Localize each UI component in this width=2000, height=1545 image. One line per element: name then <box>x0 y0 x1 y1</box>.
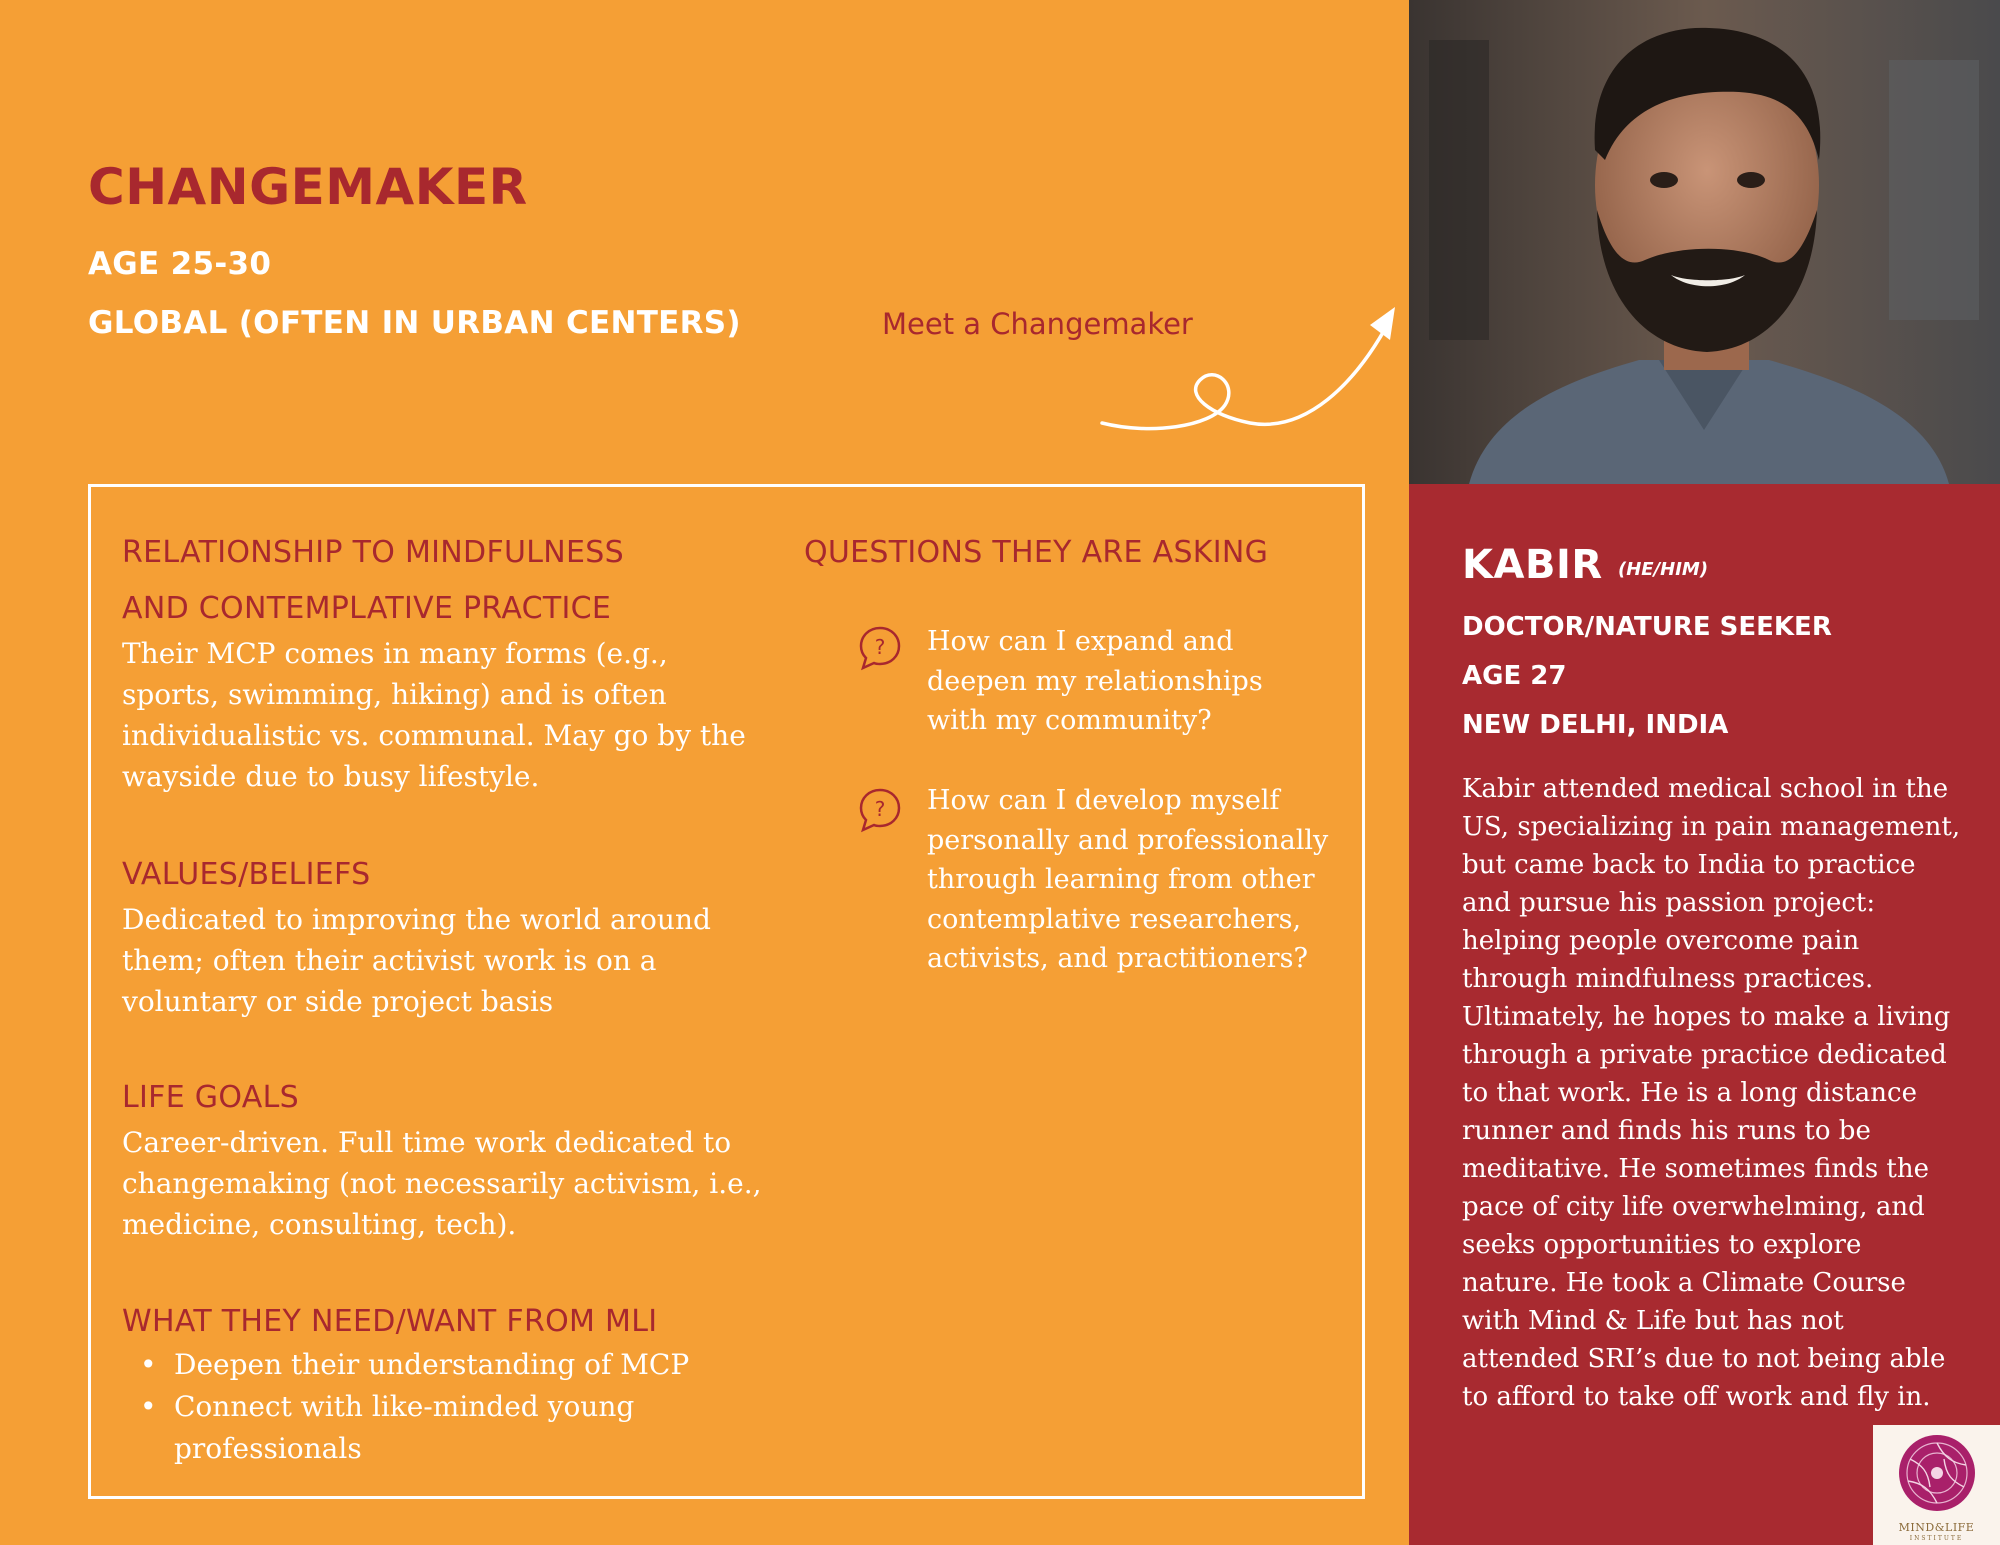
question-1: How can I expand and deepen my relationships with my community? <box>927 626 1263 736</box>
relationship-heading-1: RELATIONSHIP TO MINDFULNESS <box>122 535 624 570</box>
profile-age: AGE 27 <box>1462 661 1567 691</box>
logo-sub: INSTITUTE <box>1909 1535 1964 1542</box>
logo-name: MIND&LIFE <box>1898 1521 1975 1534</box>
profile-photo <box>1409 0 2000 484</box>
needs-item: • Connect with like-minded young professionals <box>136 1386 696 1470</box>
persona-title: CHANGEMAKER <box>88 158 528 216</box>
needs-heading: WHAT THEY NEED/WANT FROM MLI <box>122 1304 658 1339</box>
profile-occupation: DOCTOR/NATURE SEEKER <box>1462 612 1832 642</box>
question-bubble-icon <box>856 624 904 672</box>
life-goals-body: Career-driven. Full time work dedicated to changemaking (not necessarily activism, i.e., medicine, consulting, tech). <box>122 1126 762 1241</box>
values-heading: VALUES/BELIEFS <box>122 857 371 892</box>
persona-location: GLOBAL (OFTEN IN URBAN CENTERS) <box>88 305 741 341</box>
mind-life-logo <box>1873 1425 2000 1545</box>
mandala-icon <box>1896 1429 1978 1517</box>
profile-name: KABIR <box>1462 542 1603 588</box>
life-goals-heading: LIFE GOALS <box>122 1080 299 1115</box>
profile-location: NEW DELHI, INDIA <box>1462 710 1729 740</box>
svg-text:?: ? <box>874 797 886 821</box>
svg-text:?: ? <box>874 635 886 659</box>
relationship-heading-2: AND CONTEMPLATIVE PRACTICE <box>122 591 612 626</box>
profile-pronouns: (HE/HIM) <box>1618 559 1709 580</box>
questions-heading: QUESTIONS THEY ARE ASKING <box>804 535 1269 570</box>
question-bubble-icon <box>856 786 904 834</box>
question-2: How can I develop myself personally and professionally through learning from other contemplative researchers, activists, and practitioners? <box>927 785 1329 974</box>
persona-age: AGE 25-30 <box>88 246 272 282</box>
curly-arrow-icon <box>1090 295 1410 445</box>
needs-list <box>136 1344 696 1470</box>
needs-item: • Deepen their understanding of MCP <box>136 1344 696 1386</box>
relationship-body: Their MCP comes in many forms (e.g., sports, swimming, hiking) and is often individualistic vs. communal. May go by the wayside due to busy lifestyle. <box>122 637 746 793</box>
meet-changemaker-link[interactable]: Meet a Changemaker <box>882 307 1193 341</box>
profile-bio: Kabir attended medical school in the US, specializing in pain management, but came back to India to practice and pursue his passion project: helping people overcome pain through mindfulness practices. Ultimately, he hopes to make a living through a private practice dedicated to that work. He is a long distance runner and finds his runs to be meditative. He sometimes finds the pace of city life overwhelming, and seeks opportunities to explore nature. He took a Climate Course with Mind & Life but has not attended SRI’s due to not being able to afford to take off work and fly in. <box>1462 774 1961 1412</box>
values-body: Dedicated to improving the world around them; often their activist work is on a voluntary or side project basis <box>122 903 711 1018</box>
